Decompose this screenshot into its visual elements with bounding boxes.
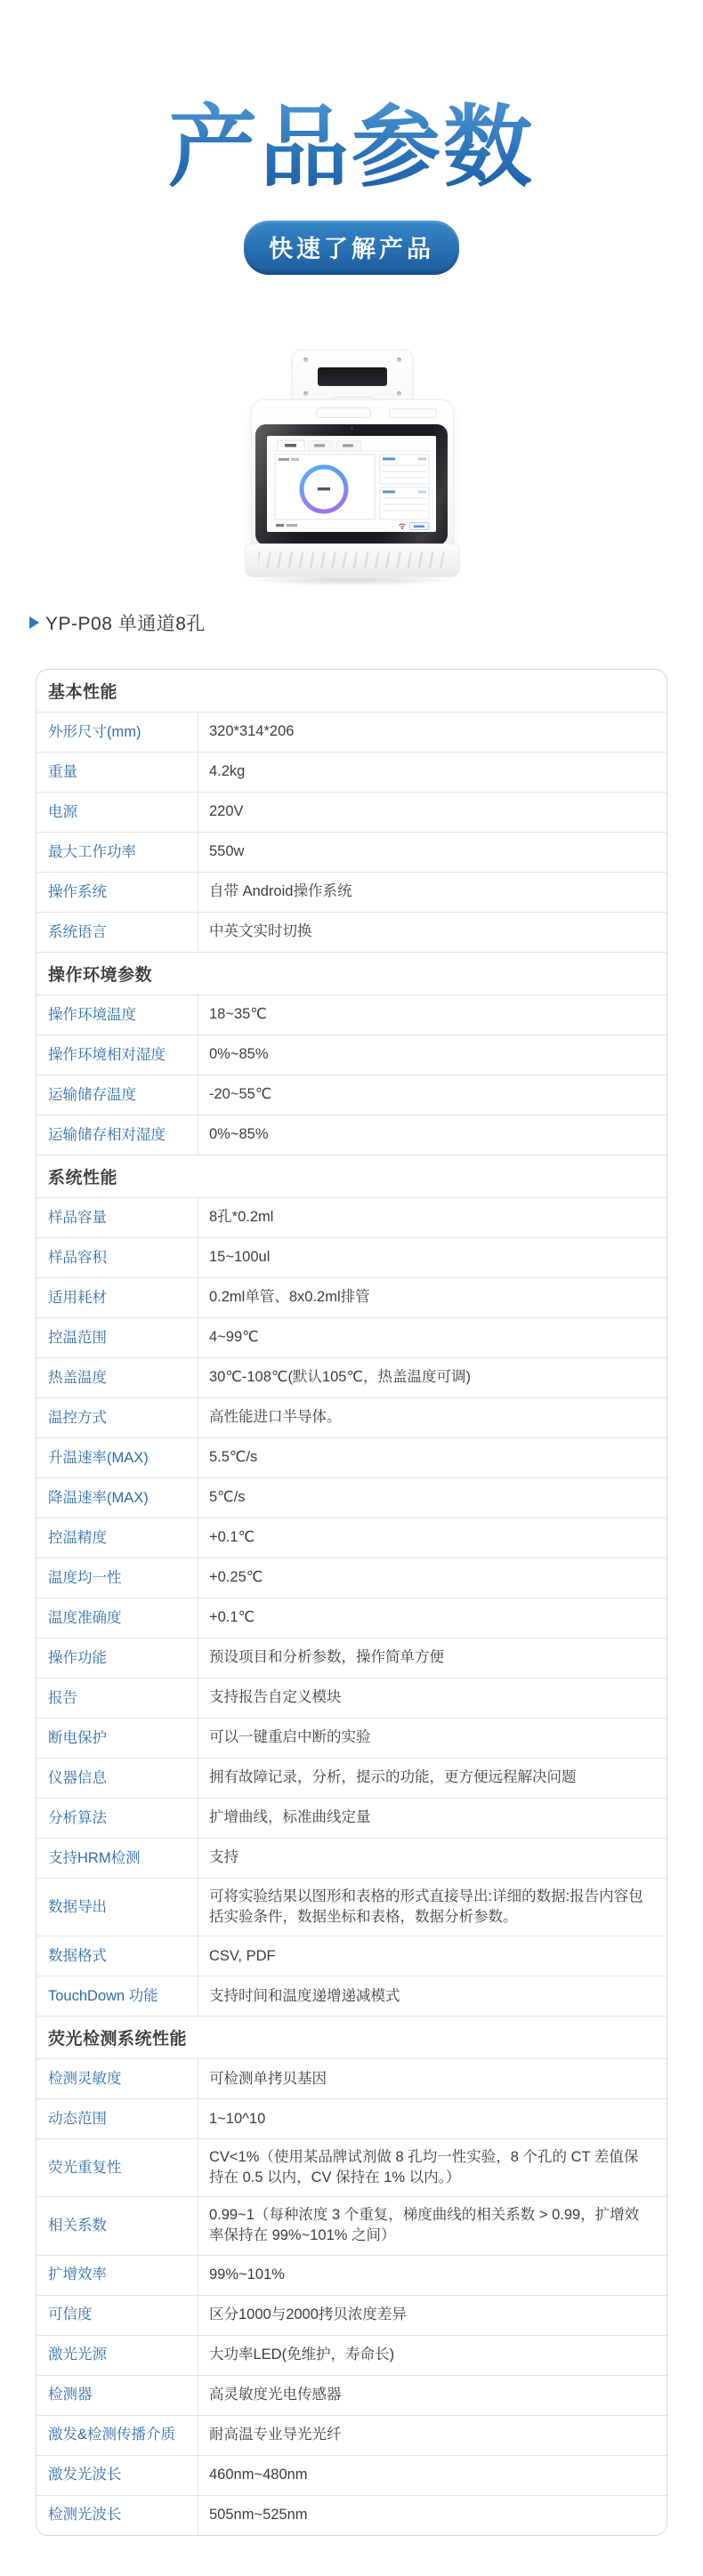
spec-value: +0.1℃	[209, 1609, 255, 1626]
spec-value: 可以一键重启中断的实验	[209, 1729, 371, 1746]
spec-label: 检测光波长	[36, 2496, 198, 2535]
spec-label: 检测器	[36, 2376, 198, 2415]
spec-label: 操作环境温度	[36, 995, 198, 1034]
spec-value: 大功率LED(免维护，寿命长)	[209, 2347, 395, 2363]
spec-label: 激发光波长	[36, 2456, 198, 2495]
spec-value: 可将实验结果以图形和表格的形式直接导出:详细的数据:报告内容包括实验条件，数据坐标和表格，数据分析参数。	[209, 1888, 643, 1926]
table-row	[36, 832, 667, 872]
spec-value: 4.2kg	[209, 763, 246, 780]
vent-slots	[258, 552, 447, 568]
spec-value: +0.25℃	[209, 1569, 263, 1586]
device-body	[251, 399, 454, 549]
spec-label: 电源	[36, 793, 198, 832]
spec-label: 运输储存温度	[36, 1075, 198, 1115]
spec-label: 外形尺寸(mm)	[36, 712, 198, 752]
table-row	[36, 1598, 667, 1638]
table-row	[36, 1838, 667, 1878]
table-row	[36, 2375, 667, 2415]
spec-label: 降温速率(MAX)	[36, 1478, 198, 1517]
table-row	[36, 2335, 667, 2375]
table-row	[36, 1237, 667, 1277]
spec-label: 重量	[36, 753, 198, 792]
table-row	[36, 1034, 667, 1075]
spec-label: 激发&检测传播介质	[36, 2416, 198, 2455]
table-row	[36, 1437, 667, 1477]
spec-value: 耐高温专业导光光纤	[209, 2427, 342, 2443]
spec-label: TouchDown 功能	[36, 1976, 198, 2016]
spec-value: +0.1℃	[209, 1529, 255, 1546]
spec-label: 最大工作功率	[36, 833, 198, 872]
spec-value: 460nm~480nm	[209, 2467, 308, 2483]
spec-value: 220V	[209, 803, 244, 820]
section-header: 基本性能	[48, 683, 118, 702]
device-label-strip	[389, 408, 437, 418]
spec-label: 相关系数	[36, 2197, 198, 2254]
spec-value: CV<1%（使用某品牌试剂做 8 孔均一性实验，8 个孔的 CT 差值保持在 0.5 以内，CV 保持在 1% 以内。）	[209, 2149, 639, 2186]
spec-label: 数据格式	[36, 1936, 198, 1976]
table-row	[36, 1718, 667, 1758]
spec-value: 99%~101%	[209, 2266, 285, 2283]
spec-value: 支持	[209, 1849, 238, 1866]
spec-value: 扩增曲线，标准曲线定量	[209, 1809, 371, 1826]
spec-label: 支持HRM检测	[36, 1839, 198, 1878]
table-row	[36, 1357, 667, 1397]
screw-dot	[303, 391, 308, 396]
spec-label: 控温精度	[36, 1518, 198, 1558]
spec-label: 激光光源	[36, 2336, 198, 2375]
spec-value: -20~55℃	[209, 1086, 272, 1103]
table-row	[36, 2415, 667, 2455]
spec-value: 中英文实时切换	[209, 923, 312, 940]
spec-value: 505nm~525nm	[209, 2507, 308, 2524]
table-row	[36, 2295, 667, 2335]
spec-value: 0.99~1（每种浓度 3 个重复，梯度曲线的相关系数 > 0.99，扩增效率保持在 99%~101% 之间）	[209, 2207, 640, 2244]
spec-value: 区分1000与2000拷贝浓度差异	[209, 2306, 407, 2323]
spec-label: 适用耗材	[36, 1278, 198, 1317]
spec-value: 18~35℃	[209, 1006, 267, 1023]
spec-label: 温度均一性	[36, 1558, 198, 1598]
table-row	[36, 2138, 667, 2196]
table-row	[36, 1976, 667, 2016]
spec-value: 高性能进口半导体。	[209, 1409, 342, 1426]
spec-value: 0%~85%	[209, 1046, 269, 1063]
table-row	[36, 872, 667, 912]
spec-label: 热盖温度	[36, 1358, 198, 1397]
table-row	[36, 752, 667, 792]
spec-value: 4~99℃	[209, 1329, 259, 1346]
screw-dot	[303, 358, 308, 362]
spec-value: 预设项目和分析参数，操作简单方便	[209, 1649, 444, 1666]
table-row	[36, 1798, 667, 1838]
spec-label: 分析算法	[36, 1799, 198, 1838]
table-row	[36, 1277, 667, 1317]
screw-dot	[397, 391, 401, 396]
table-row	[36, 1477, 667, 1517]
spec-value: 1~10^10	[209, 2110, 266, 2127]
spec-label: 运输储存相对湿度	[36, 1115, 198, 1155]
product-heading-label: YP-P08 单通道8孔	[45, 614, 206, 634]
spec-value: 可检测单拷贝基因	[209, 2070, 327, 2087]
spec-label: 数据导出	[36, 1879, 198, 1936]
lid-latch	[316, 407, 371, 418]
product-heading	[29, 609, 703, 636]
screw-dot	[397, 358, 401, 362]
spec-value: 0.2ml单管、8x0.2ml排管	[209, 1289, 370, 1306]
spec-value: CSV, PDF	[209, 1947, 276, 1964]
table-row	[36, 1197, 667, 1237]
spec-label: 升温速率(MAX)	[36, 1438, 198, 1477]
table-row	[36, 2196, 667, 2254]
table-row	[36, 912, 667, 952]
table-row	[36, 1878, 667, 1936]
table-row	[36, 1638, 667, 1678]
camera-dot	[351, 427, 353, 430]
section-header: 荧光检测系统性能	[36, 2016, 667, 2058]
table-row	[36, 1397, 667, 1437]
table-row	[36, 2255, 667, 2295]
spec-label: 荧光重复性	[36, 2139, 198, 2196]
spec-label: 系统语言	[36, 913, 198, 952]
table-row	[36, 1317, 667, 1357]
section-header: 系统性能	[36, 1155, 667, 1197]
cta-button[interactable]: 快速了解产品	[244, 221, 459, 275]
table-row	[36, 1678, 667, 1718]
spec-label: 样品容积	[36, 1238, 198, 1277]
spec-value: 高灵敏度光电传感器	[209, 2387, 342, 2403]
triangle-bullet-icon	[29, 616, 39, 629]
page-title: 产品参数	[0, 94, 703, 199]
table-row	[36, 2495, 667, 2535]
product-image	[236, 350, 467, 583]
spec-value: 支持时间和温度递增递减模式	[209, 1987, 400, 2004]
spec-label: 可信度	[36, 2296, 198, 2335]
spec-value: 15~100ul	[209, 1249, 271, 1266]
spec-value: 5.5℃/s	[209, 1449, 258, 1466]
spec-label: 扩增效率	[36, 2256, 198, 2295]
spec-label: 操作功能	[36, 1638, 198, 1678]
table-row	[36, 1936, 667, 1976]
spec-value: 5℃/s	[209, 1489, 246, 1506]
spec-value: 自带 Android操作系统	[209, 883, 352, 900]
spec-value: 320*314*206	[209, 723, 295, 740]
spec-label: 温度准确度	[36, 1598, 198, 1638]
spec-label: 断电保护	[36, 1719, 198, 1758]
table-row	[36, 1115, 667, 1155]
spec-label: 控温范围	[36, 1318, 198, 1357]
table-row	[36, 2455, 667, 2495]
spec-value: 550w	[209, 843, 245, 860]
spec-label: 操作系统	[36, 873, 198, 912]
screen-bezel	[255, 424, 448, 545]
section-header: 操作环境参数	[36, 952, 667, 994]
table-row	[36, 792, 667, 832]
lid-window	[318, 367, 387, 386]
table-row	[36, 712, 667, 752]
table-row	[36, 1075, 667, 1115]
spec-label: 操作环境相对湿度	[36, 1035, 198, 1075]
spec-label: 报告	[36, 1678, 198, 1718]
spec-value: 支持报告自定义模块	[209, 1689, 342, 1706]
spec-label: 温控方式	[36, 1398, 198, 1437]
table-row	[36, 1517, 667, 1558]
table-row	[36, 2058, 667, 2098]
device-base	[245, 543, 460, 577]
table-row	[36, 1558, 667, 1598]
table-row	[36, 994, 667, 1034]
spec-label: 样品容量	[36, 1198, 198, 1237]
spec-label: 检测灵敏度	[36, 2059, 198, 2098]
spec-value: 0%~85%	[209, 1126, 269, 1143]
table-row	[36, 2098, 667, 2138]
table-row	[36, 1758, 667, 1798]
device-screen-ui	[267, 436, 436, 532]
spec-value: 8孔*0.2ml	[209, 1209, 274, 1226]
cta-wrap	[0, 221, 703, 275]
spec-value: 30℃-108℃(默认105℃，热盖温度可调)	[209, 1369, 471, 1386]
spec-label: 动态范围	[36, 2099, 198, 2138]
spec-label: 仪器信息	[36, 1759, 198, 1798]
spec-table	[36, 669, 667, 2536]
spec-value: 拥有故障记录，分析，提示的功能，更方便远程解决问题	[209, 1769, 577, 1786]
